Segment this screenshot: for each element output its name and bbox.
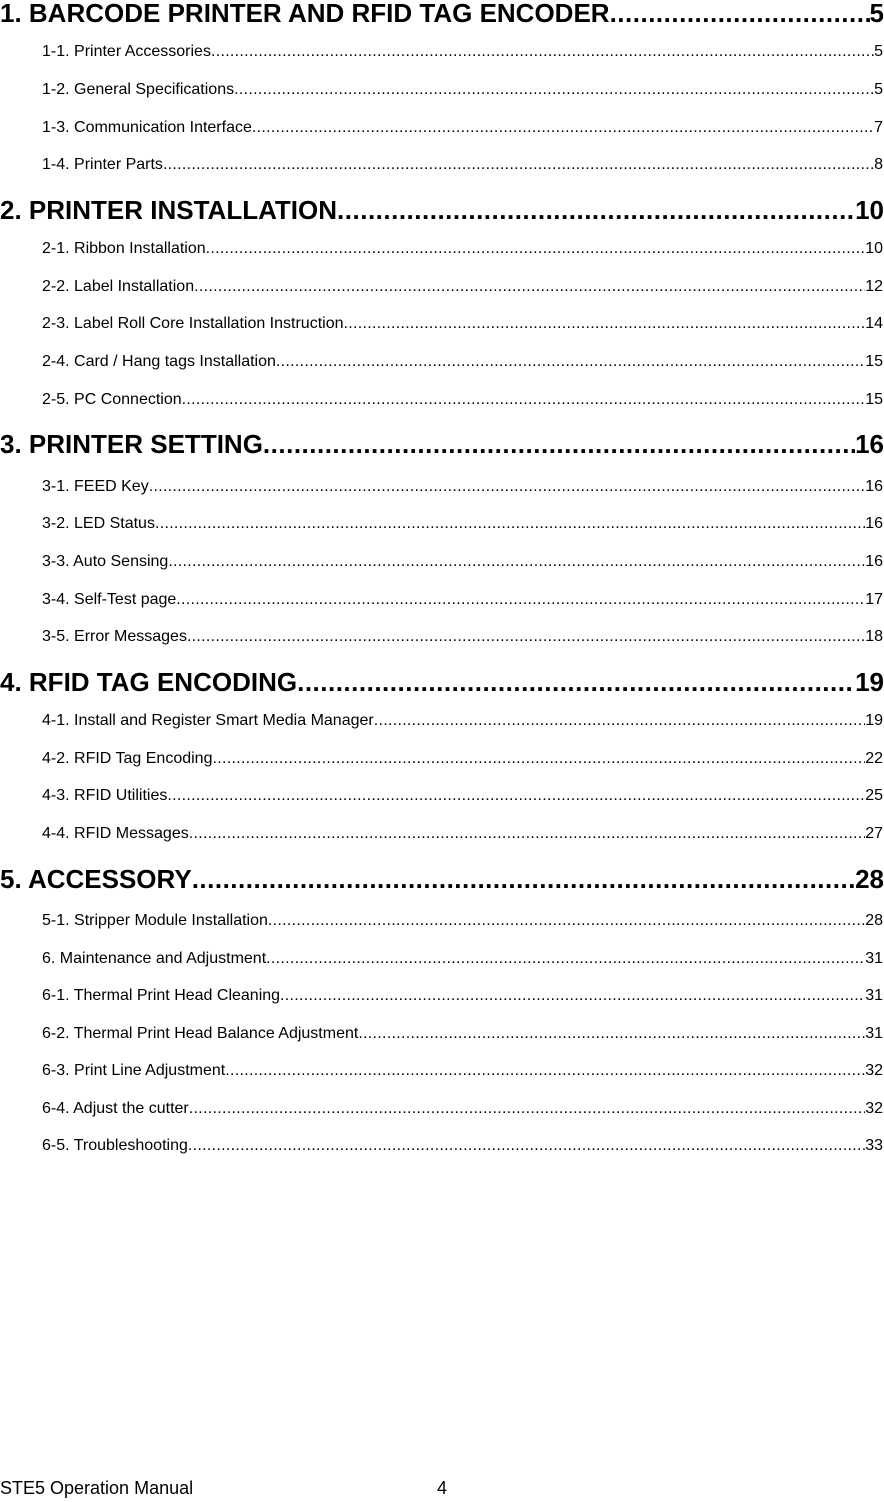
dot-leader — [268, 912, 865, 930]
toc-entry[interactable] — [42, 750, 883, 772]
toc-page-number: 31 — [865, 950, 883, 967]
dot-leader — [206, 240, 866, 258]
toc-entry[interactable] — [42, 628, 883, 650]
toc-page-number: 18 — [865, 628, 883, 645]
toc-entry[interactable] — [42, 119, 883, 141]
toc-heading-label: 4. RFID TAG ENCODING — [0, 667, 298, 697]
toc-entry-label: 3-1. FEED Key — [42, 478, 149, 495]
toc-page-number: 28 — [865, 912, 883, 929]
toc-heading-2[interactable] — [0, 195, 884, 227]
toc-entry[interactable] — [42, 553, 883, 575]
toc-entry-label: 1-3. Communication Interface — [42, 119, 252, 136]
toc-page-number: 16 — [865, 478, 883, 495]
toc-entry-label: 3-4. Self-Test page — [42, 591, 177, 608]
toc-entry-label: 6. Maintenance and Adjustment — [42, 950, 267, 967]
toc-page-number: 5 — [874, 81, 883, 98]
dot-leader — [212, 750, 865, 768]
toc-entry-label: 4-4. RFID Messages — [42, 825, 189, 842]
page-footer — [0, 1478, 884, 1502]
toc-entry-label: 1-1. Printer Accessories — [42, 43, 211, 60]
toc-entry[interactable] — [42, 315, 883, 337]
dot-leader — [182, 391, 866, 409]
toc-entry-label: 5-1. Stripper Module Installation — [42, 912, 268, 929]
dot-leader — [192, 864, 855, 895]
dot-leader — [176, 591, 865, 609]
toc-entry-label: 2-4. Card / Hang tags Installation — [42, 353, 276, 370]
toc-entry[interactable] — [42, 81, 883, 103]
toc-entry-label: 6-4. Adjust the cutter — [42, 1100, 189, 1117]
toc-entry[interactable] — [42, 1025, 883, 1047]
dot-leader — [211, 43, 874, 61]
toc-heading-label: 3. PRINTER SETTING — [0, 429, 263, 459]
toc-heading-3[interactable] — [0, 429, 884, 461]
toc-entry-label: 1-2. General Specifications — [42, 81, 235, 98]
toc-page-number: 15 — [865, 391, 883, 408]
toc-entry[interactable] — [42, 950, 883, 972]
toc-page-number: 16 — [865, 515, 883, 532]
toc-entry[interactable] — [42, 391, 883, 413]
toc-page-number: 31 — [865, 987, 883, 1004]
toc-page-number: 5 — [874, 43, 883, 60]
toc-page-number: 12 — [865, 278, 883, 295]
dot-leader — [167, 787, 865, 805]
toc-page-number: 7 — [874, 119, 883, 136]
dot-leader — [610, 0, 870, 29]
toc-entry-label: 2-1. Ribbon Installation — [42, 240, 206, 257]
toc-page-number: 27 — [865, 825, 883, 842]
dot-leader — [266, 950, 865, 968]
toc-entry[interactable] — [42, 712, 883, 734]
toc-entry-label: 2-3. Label Roll Core Installation Instruction — [42, 315, 344, 332]
toc-entry-label: 3-2. LED Status — [42, 515, 155, 532]
toc-entry[interactable] — [42, 43, 883, 65]
footer-document-title: STE5 Operation Manual — [0, 1478, 194, 1498]
toc-entry[interactable] — [42, 515, 883, 537]
toc-entry[interactable] — [42, 1137, 883, 1159]
dot-leader — [276, 353, 865, 371]
dot-leader — [155, 515, 865, 533]
toc-heading-5[interactable] — [0, 864, 884, 896]
toc-entry[interactable] — [42, 156, 883, 178]
toc-entry-label: 6-3. Print Line Adjustment — [42, 1062, 226, 1079]
toc-heading-label: 2. PRINTER INSTALLATION — [0, 195, 338, 225]
toc-entry[interactable] — [42, 987, 883, 1009]
dot-leader — [194, 278, 865, 296]
toc-entry-label: 4-2. RFID Tag Encoding — [42, 750, 213, 767]
toc-entry-label: 6-2. Thermal Print Head Balance Adjustment — [42, 1025, 359, 1042]
dot-leader — [344, 315, 866, 333]
toc-page-number: 16 — [855, 429, 884, 459]
toc-entry-label: 2-2. Label Installation — [42, 278, 195, 295]
toc-page-number: 31 — [865, 1025, 883, 1042]
toc-page-number: 32 — [865, 1100, 883, 1117]
dot-leader — [263, 429, 855, 460]
footer-page-number: 4 — [437, 1478, 448, 1498]
toc-entry[interactable] — [42, 240, 883, 262]
toc-heading-label: 1. BARCODE PRINTER AND RFID TAG ENCODER — [0, 0, 610, 28]
dot-leader — [297, 667, 855, 698]
toc-entry-label: 4-1. Install and Register Smart Media Manager — [42, 712, 374, 729]
toc-heading-label: 5. ACCESSORY — [0, 864, 192, 894]
toc-heading-4[interactable] — [0, 667, 884, 699]
dot-leader — [189, 825, 865, 843]
toc-page-number: 33 — [865, 1137, 883, 1154]
toc-entry[interactable] — [42, 478, 883, 500]
dot-leader — [280, 987, 865, 1005]
toc-page-number: 28 — [855, 864, 884, 894]
dot-leader — [188, 1137, 865, 1155]
toc-entry[interactable] — [42, 1100, 883, 1122]
toc-page-number: 22 — [865, 750, 883, 767]
toc-page-number: 19 — [865, 712, 883, 729]
toc-page-number: 15 — [865, 353, 883, 370]
toc-page-number: 10 — [855, 195, 884, 225]
toc-entry[interactable] — [42, 591, 883, 613]
toc-entry[interactable] — [42, 1062, 883, 1084]
toc-entry[interactable] — [42, 912, 883, 934]
toc-entry-label: 6-5. Troubleshooting — [42, 1137, 188, 1154]
toc-entry-label: 2-5. PC Connection — [42, 391, 182, 408]
toc-entry-label: 3-3. Auto Sensing — [42, 553, 169, 570]
toc-page-number: 19 — [855, 667, 884, 697]
dot-leader — [189, 1100, 865, 1118]
toc-entry-label: 3-5. Error Messages — [42, 628, 187, 645]
dot-leader — [187, 628, 865, 646]
toc-page-number: 25 — [865, 787, 883, 804]
toc-page-number: 10 — [865, 240, 883, 257]
dot-leader — [374, 712, 865, 730]
dot-leader — [163, 156, 874, 174]
toc-page-number: 14 — [865, 315, 883, 332]
dot-leader — [149, 478, 866, 496]
dot-leader — [337, 195, 855, 226]
toc-entry[interactable] — [42, 825, 883, 847]
dot-leader — [234, 81, 874, 99]
toc-page-number: 5 — [869, 0, 884, 28]
dot-leader — [358, 1025, 865, 1043]
toc-entry-label: 1-4. Printer Parts — [42, 156, 163, 173]
dot-leader — [168, 553, 865, 571]
toc-heading-1[interactable] — [0, 0, 884, 30]
dot-leader — [225, 1062, 865, 1080]
toc-page-number: 32 — [865, 1062, 883, 1079]
dot-leader — [252, 119, 874, 137]
toc-entry[interactable] — [42, 787, 883, 809]
toc-page-number: 16 — [865, 553, 883, 570]
toc-entry-label: 4-3. RFID Utilities — [42, 787, 168, 804]
toc-page-number: 17 — [865, 591, 883, 608]
toc-entry[interactable] — [42, 353, 883, 375]
toc-entry-label: 6-1. Thermal Print Head Cleaning — [42, 987, 281, 1004]
toc-page-number: 8 — [874, 156, 883, 173]
toc-entry[interactable] — [42, 278, 883, 300]
